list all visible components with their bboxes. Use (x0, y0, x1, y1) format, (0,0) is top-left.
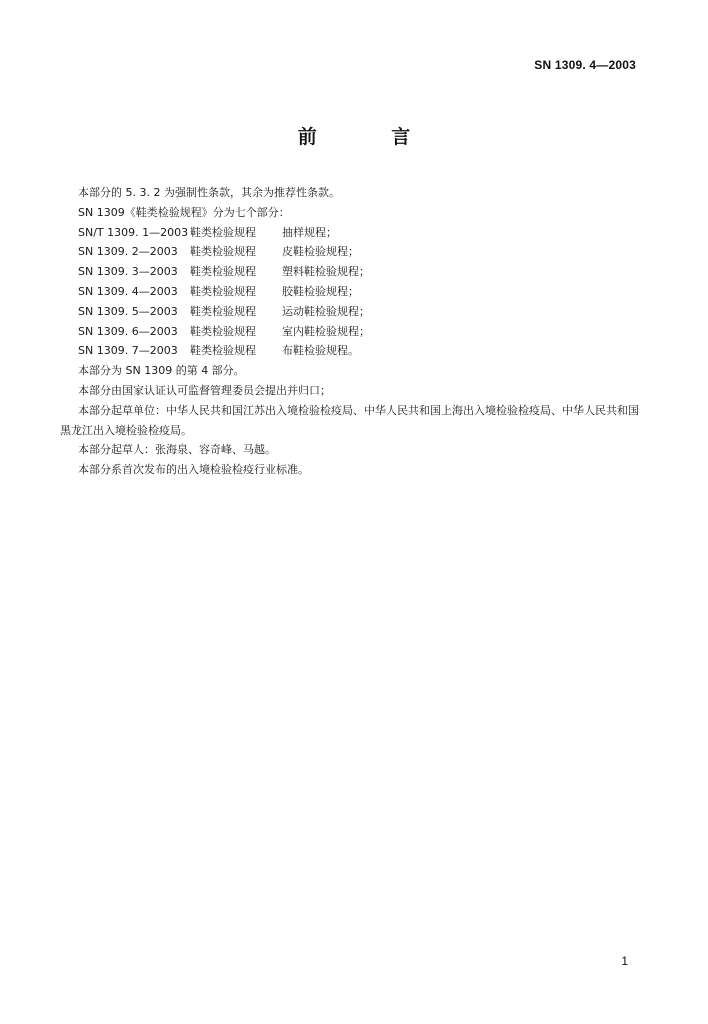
foreword-body (60, 183, 640, 480)
part-list-item (60, 242, 640, 262)
parts-list (60, 223, 640, 362)
part-series: 鞋类检验规程 (190, 304, 256, 318)
part-series: 鞋类检验规程 (190, 265, 256, 279)
part-name: 布鞋检验规程。 (282, 344, 359, 358)
part-list-item (60, 223, 640, 243)
part-series: 鞋类检验规程 (190, 344, 256, 358)
part-list-item (60, 341, 640, 361)
paragraph-proposer: 本部分由国家认证认可监督管理委员会提出并归口； (78, 383, 331, 397)
paragraph-drafting-units: 本部分起草单位：中华人民共和国江苏出入境检验检疫局、中华人民共和国上海出入境检验检疫局、中华人民共和国黑龙江出入境检验检疫局。 (60, 403, 639, 437)
part-name: 皮鞋检验规程； (282, 245, 359, 259)
part-code: SN 1309. 3—2003 (78, 265, 178, 279)
part-list-item (60, 262, 640, 282)
page-number: 1 (621, 954, 628, 968)
part-list-item (60, 302, 640, 322)
part-name: 室内鞋检验规程； (282, 324, 370, 338)
part-code: SN 1309. 5—2003 (78, 304, 178, 318)
part-code: SN 1309. 6—2003 (78, 324, 178, 338)
part-series: 鞋类检验规程 (190, 284, 256, 298)
part-series: 鞋类检验规程 (190, 245, 256, 259)
paragraph-part-number: 本部分为 SN 1309 的第 4 部分。 (78, 364, 245, 378)
part-series: 鞋类检验规程 (190, 324, 256, 338)
part-name: 塑料鞋检验规程； (282, 265, 370, 279)
part-series: 鞋类检验规程 (190, 225, 256, 239)
part-name: 抽样规程； (282, 225, 337, 239)
paragraph-mandatory-clause: 本部分的 5. 3. 2 为强制性条款，其余为推荐性条款。 (78, 186, 340, 199)
paragraph-drafters: 本部分起草人：张海泉、容奇峰、马越。 (78, 443, 276, 457)
foreword-heading: 前 言 (297, 126, 445, 148)
paragraph-first-release: 本部分系首次发布的出入境检验检疫行业标准。 (78, 463, 309, 477)
part-name: 运动鞋检验规程； (282, 304, 370, 318)
part-code: SN 1309. 4—2003 (78, 284, 178, 298)
part-code: SN/T 1309. 1—2003 (78, 225, 189, 239)
part-code: SN 1309. 2—2003 (78, 245, 178, 259)
part-name: 胶鞋检验规程； (282, 284, 359, 298)
part-list-item (60, 282, 640, 302)
paragraph-series-intro: SN 1309《鞋类检验规程》分为七个部分： (78, 205, 290, 219)
part-code: SN 1309. 7—2003 (78, 344, 178, 358)
part-list-item (60, 322, 640, 342)
standard-code-header: SN 1309. 4—2003 (534, 58, 636, 72)
